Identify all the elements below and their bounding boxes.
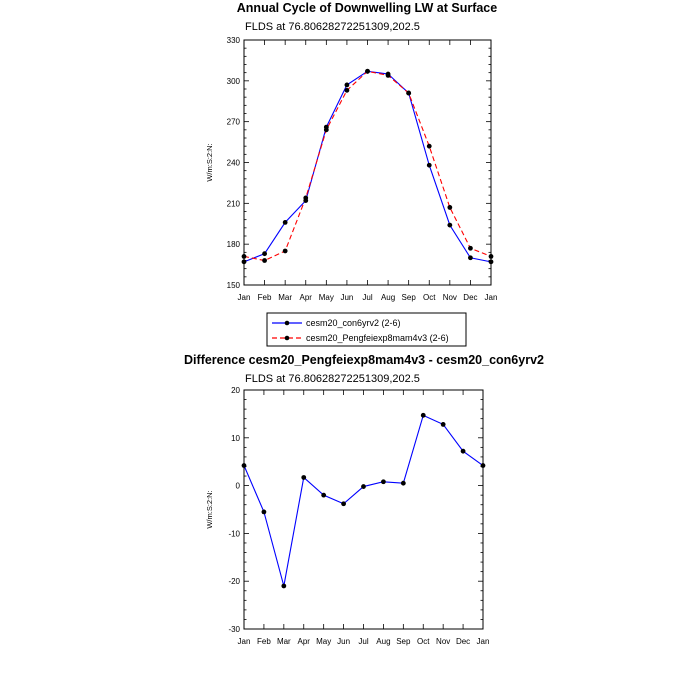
y-tick-label: 300 xyxy=(226,76,240,86)
y-tick-label: -10 xyxy=(228,529,240,539)
annual-cycle-legend xyxy=(267,313,466,346)
x-tick-label: Jul xyxy=(362,293,373,302)
y-tick-label: 10 xyxy=(231,433,240,443)
y-tick-label: 0 xyxy=(235,481,240,491)
data-point xyxy=(303,195,308,200)
data-point xyxy=(262,258,267,263)
annual-cycle-panel xyxy=(205,1,497,302)
data-point xyxy=(489,254,494,259)
y-axis-label: W/m:S:2:N: xyxy=(205,143,214,182)
x-tick-label: Sep xyxy=(401,293,416,302)
x-tick-label: Feb xyxy=(257,637,271,646)
data-point xyxy=(242,463,247,468)
data-point xyxy=(283,249,288,254)
x-tick-label: Jun xyxy=(337,637,351,646)
data-point xyxy=(321,493,326,498)
data-point xyxy=(447,223,452,228)
data-point xyxy=(242,259,247,264)
data-point xyxy=(361,484,366,489)
data-point xyxy=(262,509,267,514)
data-point xyxy=(401,481,406,486)
series-line-a xyxy=(244,415,483,586)
x-tick-label: Aug xyxy=(380,293,396,302)
x-tick-label: Mar xyxy=(278,293,293,302)
x-tick-label: Jul xyxy=(358,637,369,646)
difference-panel xyxy=(184,353,544,646)
y-tick-label: 330 xyxy=(226,36,240,45)
x-tick-label: Nov xyxy=(436,637,451,646)
x-tick-label: Aug xyxy=(376,637,391,646)
annual-cycle-series xyxy=(242,69,494,264)
difference-subtitle: FLDS at 76.80628272251309,202.5 xyxy=(245,373,420,385)
x-tick-label: Jan xyxy=(237,637,251,646)
x-tick-label: Dec xyxy=(463,293,478,302)
y-axis-label: W/m:S:2:N: xyxy=(205,490,214,529)
legend-marker-con6yrv2 xyxy=(285,321,290,326)
y-tick-label: 240 xyxy=(226,158,240,168)
annual-cycle-axes xyxy=(205,36,497,302)
x-tick-label: Jan xyxy=(237,293,251,302)
data-point xyxy=(447,205,452,210)
data-point xyxy=(427,163,432,168)
data-point xyxy=(481,463,486,468)
x-tick-label: Sep xyxy=(396,637,411,646)
data-point xyxy=(242,254,247,259)
x-tick-label: Apr xyxy=(299,293,312,302)
data-point xyxy=(345,88,350,93)
x-tick-label: Mar xyxy=(276,637,291,646)
data-point xyxy=(441,422,446,427)
y-tick-label: 210 xyxy=(226,199,240,209)
x-tick-label: Jan xyxy=(476,637,490,646)
y-tick-label: 180 xyxy=(226,240,240,250)
x-tick-label: Jun xyxy=(340,293,354,302)
x-tick-label: Jan xyxy=(484,293,498,302)
x-tick-label: Feb xyxy=(257,293,272,302)
annual-cycle-title: Annual Cycle of Downwelling LW at Surface xyxy=(236,1,498,15)
difference-axes xyxy=(205,386,489,646)
x-tick-label: Oct xyxy=(423,293,436,302)
data-point xyxy=(281,584,286,589)
plot-frame xyxy=(244,390,483,629)
legend-label-con6yrv2: cesm20_con6yrv2 (2-6) xyxy=(306,318,401,328)
y-tick-label: -20 xyxy=(228,577,240,587)
data-point xyxy=(345,83,350,88)
difference-title: Difference cesm20_Pengfeiexp8mam4v3 - cesm20_con6yrv2 xyxy=(184,353,544,367)
legend-label-pengfeiexp8mam4v3: cesm20_Pengfeiexp8mam4v3 (2-6) xyxy=(306,333,449,343)
series-line-a xyxy=(244,71,491,262)
data-point xyxy=(427,144,432,149)
x-tick-label: Apr xyxy=(297,637,310,646)
data-point xyxy=(381,479,386,484)
y-tick-label: 20 xyxy=(231,386,240,395)
y-tick-label: 270 xyxy=(226,117,240,127)
difference-series xyxy=(242,413,486,588)
data-point xyxy=(461,449,466,454)
y-tick-label: -30 xyxy=(228,625,240,634)
x-tick-label: Nov xyxy=(442,293,457,302)
plot-frame xyxy=(244,40,491,285)
data-point xyxy=(468,255,473,260)
data-point xyxy=(283,220,288,225)
data-point xyxy=(406,91,411,96)
data-point xyxy=(324,127,329,132)
data-point xyxy=(489,259,494,264)
data-point xyxy=(341,501,346,506)
y-tick-label: 150 xyxy=(226,281,240,290)
annual-cycle-subtitle: FLDS at 76.80628272251309,202.5 xyxy=(245,21,420,33)
data-point xyxy=(386,73,391,78)
data-point xyxy=(262,251,267,256)
x-tick-label: Dec xyxy=(455,637,471,646)
x-tick-label: May xyxy=(316,637,332,646)
data-point xyxy=(421,413,426,418)
data-point xyxy=(301,475,306,480)
x-tick-label: Oct xyxy=(417,637,430,646)
data-point xyxy=(365,69,370,74)
x-tick-label: May xyxy=(318,293,334,302)
legend-marker-pengfeiexp8mam4v3 xyxy=(285,336,290,341)
data-point xyxy=(468,246,473,251)
